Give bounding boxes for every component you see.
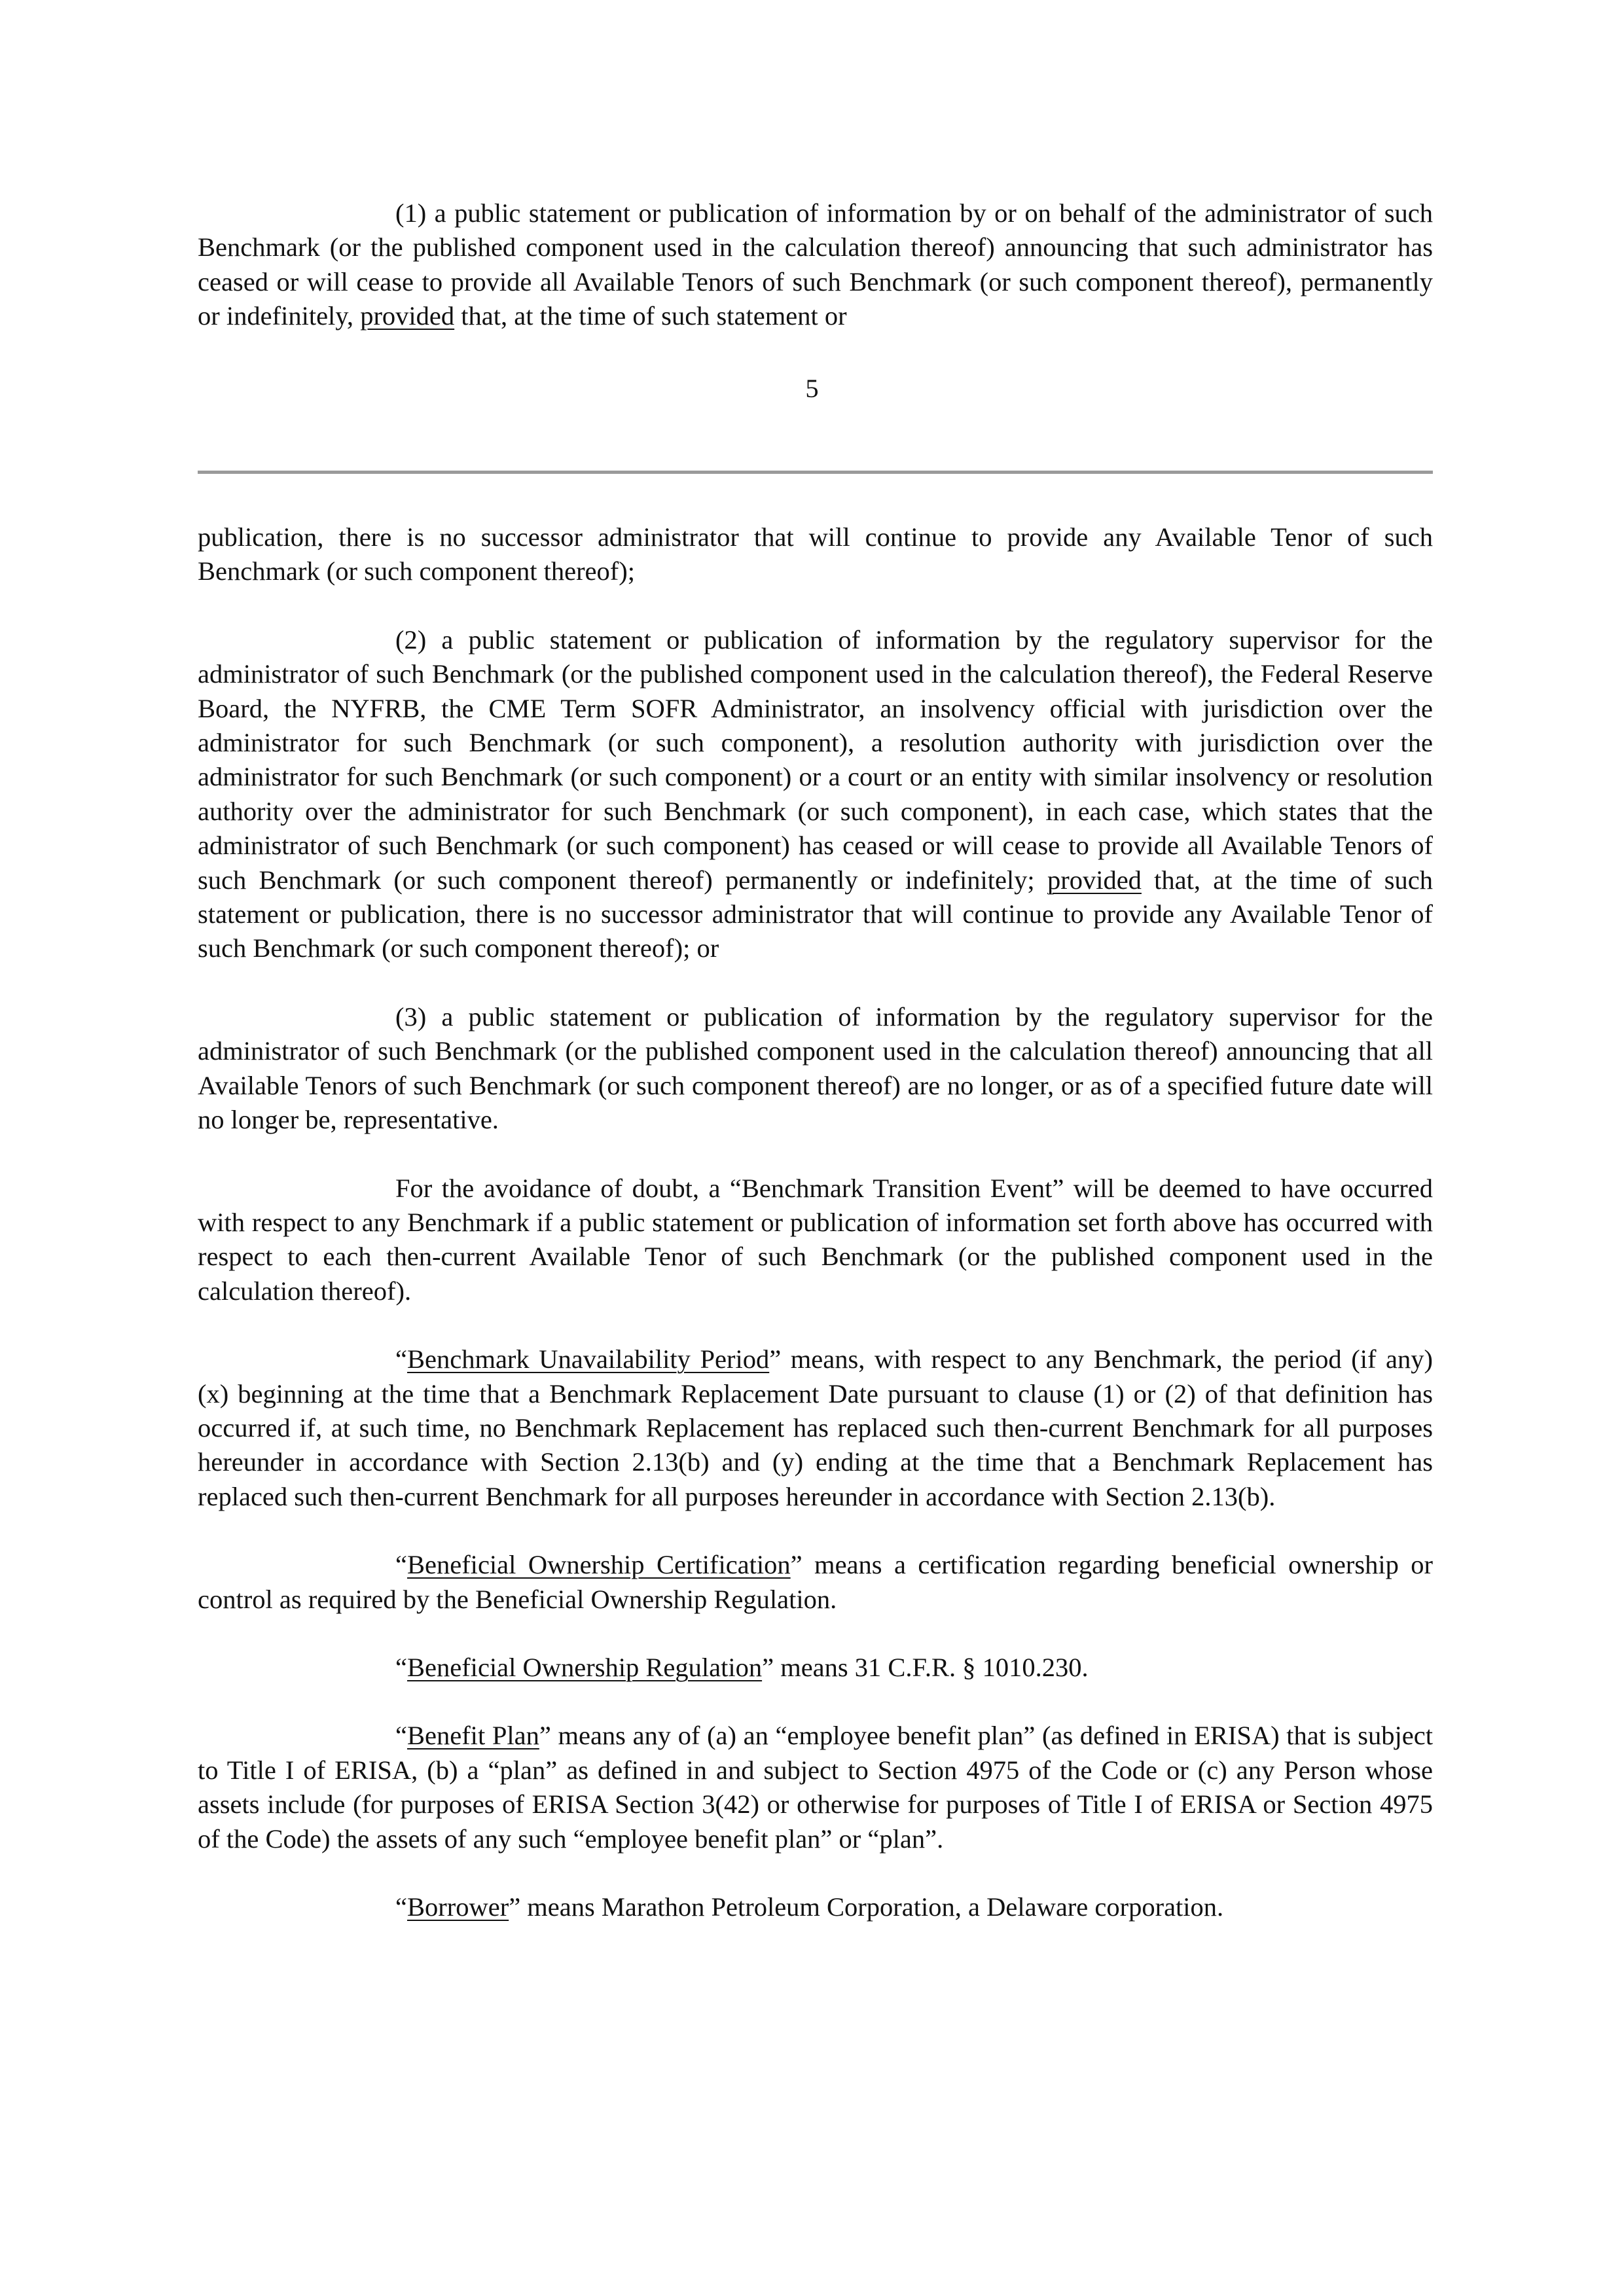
defined-term: Beneficial Ownership Regulation bbox=[406, 1652, 763, 1682]
provided-term: provided bbox=[360, 301, 455, 331]
definition-body: ” means a certification regarding beneficial ownership or control as required by the Beneficial Ownership Regulation. bbox=[198, 1550, 1433, 1614]
clause-2-text: (2) a public statement or publication of information by the regulatory supervisor for the administrator of such Benchmark (or the published component used in the calculation thereof), the Federal Reserve Board, the NYFRB, the CME Term SOFR Administrator, an insolvency official with jurisdiction over the administrator for such Benchmark (or such component), a resolution authority with jurisdiction over the administrator for such Benchmark (or such component) or a court or an entity with similar insolvency or resolution authority over the administrator for such Benchmark (or such component), in each case, which states that the administrator of such Benchmark (or such component) has ceased or will cease to provide all Available Tenors of such Benchmark (or such component thereof) permanently or indefinitely; bbox=[198, 624, 1433, 895]
open-quote: “ bbox=[395, 1892, 407, 1922]
defined-term: Benefit Plan bbox=[406, 1721, 539, 1751]
open-quote: “ bbox=[395, 1344, 407, 1374]
open-quote: “ bbox=[395, 1721, 407, 1751]
clause-1-text-end: that, at the time of such statement or bbox=[454, 301, 847, 331]
page-divider bbox=[198, 471, 1433, 474]
clause-1-paragraph bbox=[198, 196, 1433, 334]
defined-term: Beneficial Ownership Certification bbox=[406, 1550, 791, 1580]
definition-body: ” means Marathon Petroleum Corporation, a Delaware corporation. bbox=[509, 1892, 1224, 1922]
defined-term: Borrower bbox=[406, 1892, 509, 1922]
definition-benchmark-unavailability-period bbox=[198, 1342, 1433, 1514]
clause-2-paragraph bbox=[198, 623, 1433, 966]
page-number: 5 bbox=[805, 374, 819, 403]
defined-term: Benchmark Unavailability Period bbox=[406, 1344, 770, 1374]
clause-2-text-end: that, at the time of such statement or publication, there is no successor administrator that will continue to provide any Available Tenor of such Benchmark (or such component thereof); or bbox=[198, 865, 1433, 963]
provided-term: provided bbox=[1047, 865, 1142, 895]
next-page-text bbox=[198, 520, 1433, 1924]
definition-benefit-plan bbox=[198, 1719, 1433, 1856]
open-quote: “ bbox=[395, 1550, 407, 1580]
definition-beneficial-ownership-regulation bbox=[198, 1651, 1433, 1685]
clause-1-text: (1) a public statement or publication of information by or on behalf of the administrator of such Benchmark (or the published component used in the calculation thereof) announcing that such administrator has ceased or will cease to provide all Available Tenors of such Benchmark (or such component thereof), permanently or indefinitely, bbox=[198, 198, 1433, 331]
open-quote: “ bbox=[395, 1652, 407, 1682]
clause-3-paragraph: (3) a public statement or publication of information by the regulatory supervisor for the administrator of such Benchmark (or the published component used in the calculation thereof) announcing that all Available Tenors of such Benchmark (or such component thereof) are no longer, or as of a specified future date will no longer be, representative. bbox=[198, 1001, 1433, 1135]
avoidance-paragraph: For the avoidance of doubt, a “Benchmark Transition Event” will be deemed to have occurred with respect to any Benchmark if a public statement or publication of information set forth above has occurred with respect to each then-current Available Tenor of such Benchmark (or the published component used in the calculation thereof). bbox=[198, 1173, 1433, 1306]
definition-body: ” means any of (a) an “employee benefit plan” (as defined in ERISA) that is subject to Title I of ERISA, (b) a “plan” as defined in and subject to Section 4975 of the Code or (c) any Person whose assets include (for purposes of ERISA Section 3(42) or otherwise for purposes of Title I of ERISA or Section 4975 of the Code) the assets of any such “employee benefit plan” or “plan”. bbox=[198, 1721, 1433, 1854]
definition-beneficial-ownership-certification bbox=[198, 1548, 1433, 1617]
definition-body: ” means, with respect to any Benchmark, the period (if any) (x) beginning at the time that a Benchmark Replacement Date pursuant to clause (1) or (2) of that definition has occurred if, at such time, no Benchmark Replacement has replaced such then-current Benchmark for all purposes hereunder in accordance with Section 2.13(b) and (y) ending at the time that a Benchmark Replacement has replaced such then-current Benchmark for all purposes hereunder in accordance with Section 2.13(b). bbox=[198, 1344, 1433, 1511]
definition-body: ” means 31 C.F.R. § 1010.230. bbox=[762, 1652, 1089, 1682]
definition-borrower bbox=[198, 1890, 1433, 1924]
clause-1-continuation: publication, there is no successor administrator that will continue to provide any Available Tenor of such Benchmark (or such component thereof); bbox=[198, 522, 1433, 586]
previous-page-text bbox=[198, 196, 1433, 334]
